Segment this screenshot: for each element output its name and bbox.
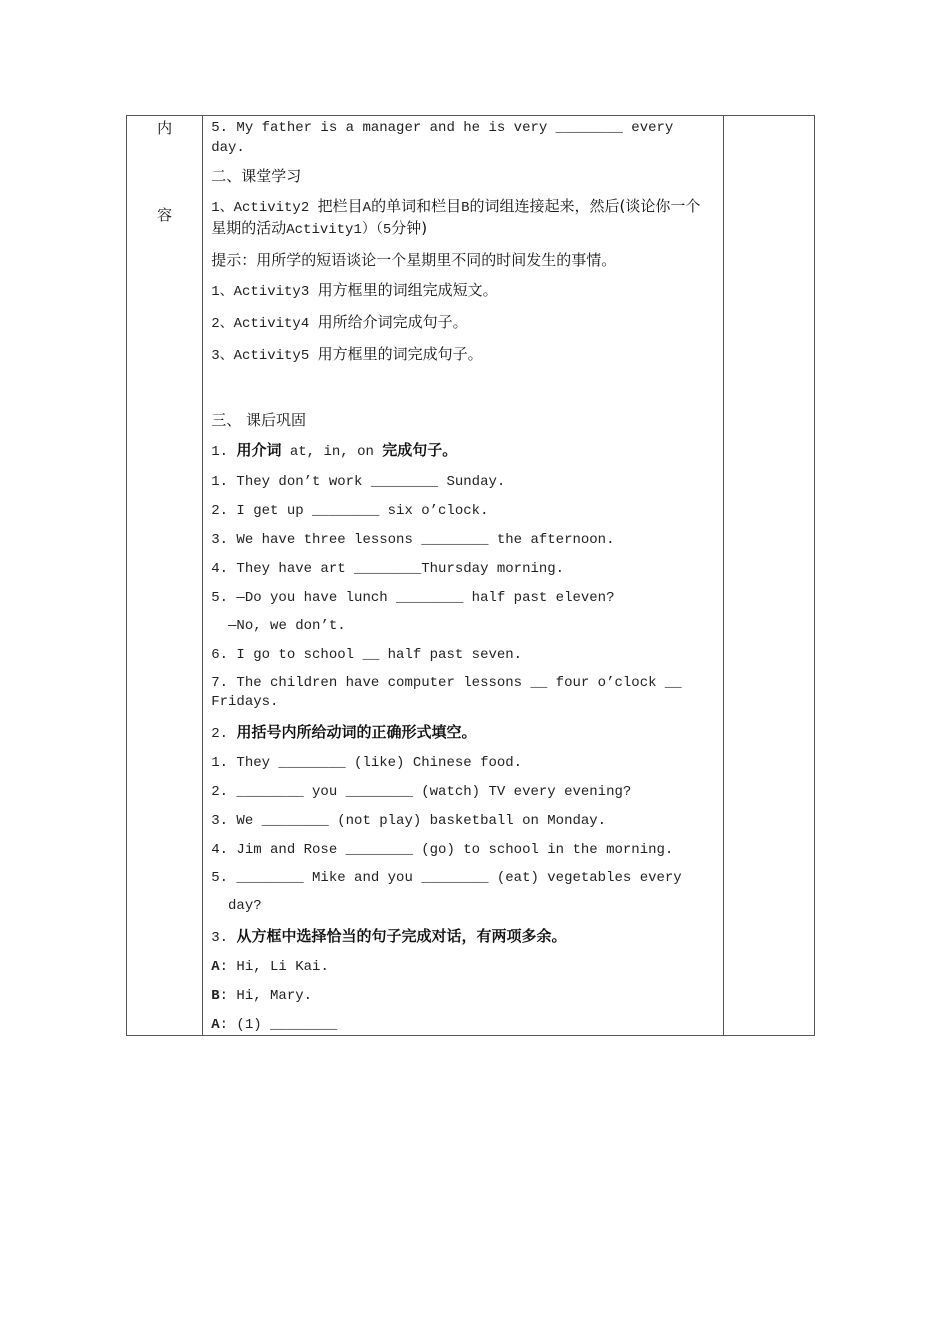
exercise-item: 7. The children have computer lessons __ four o’clock __ Fridays. [211, 675, 691, 710]
lesson-plan-table [126, 115, 815, 1036]
label-column-cell [127, 116, 203, 1036]
exercise-item: day? [211, 898, 262, 914]
exercise-item: 1. They don’t work ________ Sunday. [211, 474, 506, 490]
exercise-item: 3. We have three lessons ________ the afternoon. [211, 532, 615, 548]
exercise-item: 5. —Do you have lunch ________ half past eleven? [211, 590, 615, 606]
exercise-item: 2. ________ you ________ (watch) TV every evening? [211, 784, 632, 800]
activity-instruction: 1、Activity2 把栏目A的单词和栏目B的词组连接起来，然后(谈论你一个星期的活动Activity1）（5分钟) [211, 197, 701, 238]
label-char-bottom: 容 [157, 206, 173, 224]
exercise-item: 1. They ________ (like) Chinese food. [211, 755, 523, 771]
task-item: 2、Activity4 用所给介词完成句子。 [211, 313, 468, 332]
dialogue-line: B: Hi, Mary. [211, 988, 313, 1004]
notes-column-cell [723, 116, 814, 1036]
label-char-top: 内 [157, 119, 173, 137]
section2-heading: 二、课堂学习 [211, 167, 302, 185]
content-cell [203, 116, 724, 1036]
exercise-item: —No, we don’t. [211, 618, 346, 634]
part2-title: 2. 用括号内所给动词的正确形式填空。 [211, 723, 477, 742]
hint-text: 提示：用所学的短语谈论一个星期里不同的时间发生的事情。 [211, 251, 617, 269]
part1-title: 1. 用介词 at, in, on 完成句子。 [211, 441, 458, 460]
part3-title: 3. 从方框中选择恰当的句子完成对话，有两项多余。 [211, 927, 567, 946]
exercise-item: 2. I get up ________ six o’clock. [211, 503, 489, 519]
exercise-item: 4. They have art ________Thursday morning. [211, 561, 565, 577]
dialogue-line: A: Hi, Li Kai. [211, 959, 329, 975]
task-item: 1、Activity3 用方框里的词组完成短文。 [211, 281, 498, 300]
exercise-item: 5. ________ Mike and you ________ (eat) vegetables every [211, 870, 682, 886]
exercise-item: 6. I go to school __ half past seven. [211, 647, 523, 663]
exercise-item: 4. Jim and Rose ________ (go) to school in the morning. [211, 842, 674, 858]
dialogue-line: A: (1) ________ [211, 1017, 338, 1033]
exercise-item: 3. We ________ (not play) basketball on Monday. [211, 813, 607, 829]
previous-exercise-item: 5. My father is a manager and he is very ________ every day. [211, 120, 682, 156]
section3-heading: 三、 课后巩固 [211, 411, 306, 429]
task-item: 3、Activity5 用方框里的词完成句子。 [211, 345, 483, 364]
